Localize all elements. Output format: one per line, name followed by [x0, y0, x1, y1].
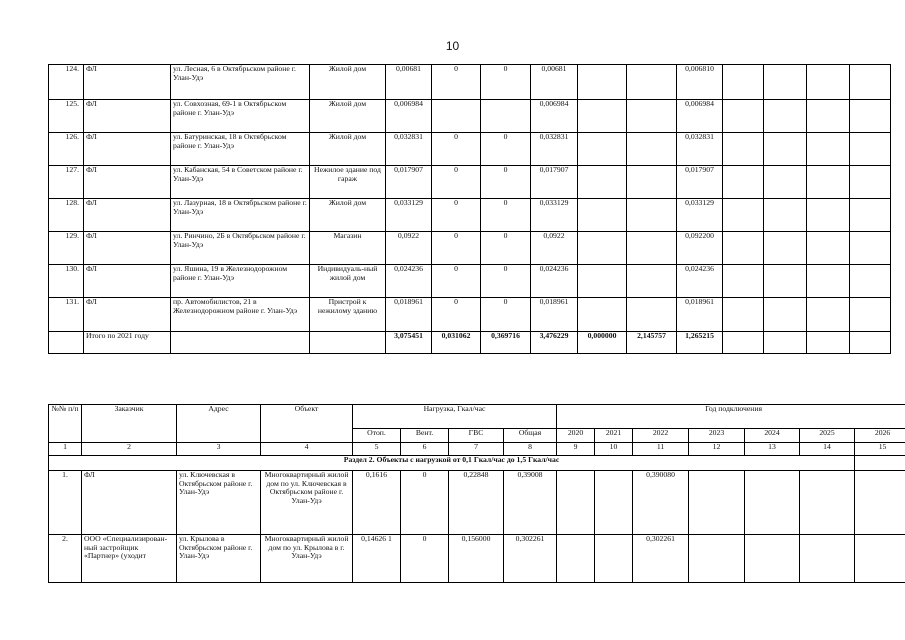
- row-number: 127.: [49, 166, 84, 199]
- total-load-cell: 0,302261: [504, 535, 557, 583]
- header-vent: Вент.: [401, 429, 449, 443]
- table-row: [49, 265, 891, 298]
- header-address: Адрес: [177, 405, 261, 443]
- header-no: №№ п/п: [49, 405, 82, 443]
- total-heating-load: 3,075451: [386, 332, 432, 354]
- col-number: 3: [177, 443, 261, 456]
- empty-cell: [310, 332, 386, 354]
- total-label: Итого по 2021 году: [84, 332, 171, 354]
- col-number: 5: [353, 443, 401, 456]
- year-2022-cell: 0,006984: [677, 100, 723, 133]
- empty-year-cell: [723, 332, 764, 354]
- heating-load-cell: 0,018961: [386, 298, 432, 332]
- total-load-cell: 0,033129: [531, 199, 578, 232]
- total-load-cell: 0,0922: [531, 232, 578, 265]
- total-load: 3,476229: [531, 332, 578, 354]
- ventilation-load-cell: 0: [401, 535, 449, 583]
- col-number: 6: [401, 443, 449, 456]
- row-number: 2.: [49, 535, 82, 583]
- empty-year-cell: [850, 133, 891, 166]
- address-cell: ул. Лесная, 6 в Октябрьском районе г. Улан-Удэ: [171, 65, 310, 100]
- empty-cell: [171, 332, 310, 354]
- empty-year-cell: [807, 100, 850, 133]
- hot-water-load-cell: 0: [481, 298, 531, 332]
- header-year-2023: 2023: [689, 429, 745, 443]
- year-2021-cell: [627, 199, 677, 232]
- empty-year-cell: [745, 471, 800, 535]
- col-number: 1: [49, 443, 82, 456]
- col-number: 10: [595, 443, 633, 456]
- header-year-2022: 2022: [633, 429, 689, 443]
- empty-year-cell: [850, 166, 891, 199]
- page-number: 10: [445, 39, 460, 53]
- empty-year-cell: [800, 471, 855, 535]
- empty-year-cell: [764, 166, 807, 199]
- heating-load-cell: 0,024236: [386, 265, 432, 298]
- year-2022-cell: 0,032831: [677, 133, 723, 166]
- empty-year-cell: [764, 65, 807, 100]
- col-number: 7: [449, 443, 504, 456]
- total-year-2022: 1,265215: [677, 332, 723, 354]
- customer-cell: ФЛ: [84, 232, 171, 265]
- empty-year-cell: [764, 232, 807, 265]
- total-hot-water-load: 0,369716: [481, 332, 531, 354]
- table-row: [49, 298, 891, 332]
- ventilation-load-cell: 0: [432, 133, 481, 166]
- address-cell: ул. Ключевская в Октябрьском районе г. Улан-Удэ: [177, 471, 261, 535]
- ventilation-load-cell: 0: [432, 65, 481, 100]
- customer-cell: ФЛ: [84, 166, 171, 199]
- customer-cell: ФЛ: [84, 199, 171, 232]
- empty-year-cell: [850, 265, 891, 298]
- empty-year-cell: [807, 65, 850, 100]
- col-number: 12: [689, 443, 745, 456]
- year-2021-cell: [627, 133, 677, 166]
- heating-load-cell: 0,0922: [386, 232, 432, 265]
- ventilation-load-cell: 0: [432, 298, 481, 332]
- object-cell: Пристрой к нежилому зданию: [310, 298, 386, 332]
- year-2020-cell: [557, 471, 595, 535]
- year-2020-cell: [578, 265, 627, 298]
- address-cell: пр. Автомобилистов, 21 в Железнодорожном районе г. Улан-Удэ: [171, 298, 310, 332]
- year-2022-cell: 0,092200: [677, 232, 723, 265]
- year-2020-cell: [578, 133, 627, 166]
- empty-year-cell: [723, 100, 764, 133]
- heating-load-cell: 0,00681: [386, 65, 432, 100]
- customer-cell: ФЛ: [84, 133, 171, 166]
- empty-year-cell: [807, 166, 850, 199]
- object-cell: Жилой дом: [310, 65, 386, 100]
- ventilation-load-cell: 0: [432, 166, 481, 199]
- customer-cell: ФЛ: [84, 265, 171, 298]
- empty-year-cell: [764, 100, 807, 133]
- header-total: Общая: [504, 429, 557, 443]
- object-cell: Индивидуаль-ный жилой дом: [310, 265, 386, 298]
- heating-load-cell: 0,032831: [386, 133, 432, 166]
- empty-year-cell: [807, 232, 850, 265]
- empty-year-cell: [855, 535, 905, 583]
- address-cell: ул. Кабанская, 54 в Советском районе г. Улан-Удэ: [171, 166, 310, 199]
- customer-cell: ФЛ: [84, 298, 171, 332]
- year-2021-cell: [595, 471, 633, 535]
- hot-water-load-cell: 0: [481, 232, 531, 265]
- year-2021-cell: [627, 232, 677, 265]
- address-cell: ул. Ринчино, 2Б в Октябрьском районе г. Улан-Удэ: [171, 232, 310, 265]
- empty-year-cell: [689, 471, 745, 535]
- row-number: 128.: [49, 199, 84, 232]
- year-2020-cell: [578, 65, 627, 100]
- empty-year-cell: [723, 133, 764, 166]
- year-2022-cell: 0,006810: [677, 65, 723, 100]
- ventilation-load-cell: 0: [432, 232, 481, 265]
- customer-cell: ФЛ: [82, 471, 177, 535]
- total-load-cell: 0,017907: [531, 166, 578, 199]
- total-ventilation-load: 0,031062: [432, 332, 481, 354]
- table-row: [49, 133, 891, 166]
- section-title: Раздел 2. Объекты с нагрузкой от 0,1 Гкал/час до 1,5 Гкал/час: [49, 456, 855, 471]
- year-2020-cell: [578, 100, 627, 133]
- col-number: 13: [745, 443, 800, 456]
- empty-year-cell: [745, 535, 800, 583]
- empty-year-cell: [723, 265, 764, 298]
- col-number: 11: [633, 443, 689, 456]
- year-2021-cell: [627, 265, 677, 298]
- empty-year-cell: [850, 332, 891, 354]
- hot-water-load-cell: 0: [481, 265, 531, 298]
- table-row: [49, 65, 891, 100]
- hot-water-load-cell: 0: [481, 65, 531, 100]
- empty-year-cell: [764, 298, 807, 332]
- hot-water-load-cell: [481, 100, 531, 133]
- total-load-cell: 0,00681: [531, 65, 578, 100]
- hot-water-load-cell: 0,156000: [449, 535, 504, 583]
- connections-table-continued: [48, 64, 891, 354]
- hot-water-load-cell: 0: [481, 133, 531, 166]
- ventilation-load-cell: 0: [432, 199, 481, 232]
- empty-year-cell: [807, 199, 850, 232]
- total-load-cell: 0,032831: [531, 133, 578, 166]
- empty-year-cell: [807, 298, 850, 332]
- total-year-2021: 2,145757: [627, 332, 677, 354]
- row-number: 130.: [49, 265, 84, 298]
- customer-cell: ФЛ: [84, 65, 171, 100]
- total-load-cell: 0,018961: [531, 298, 578, 332]
- col-number: 2: [82, 443, 177, 456]
- ventilation-load-cell: 0: [432, 265, 481, 298]
- address-cell: ул. Крылова в Октябрьском районе г. Улан-Удэ: [177, 535, 261, 583]
- object-cell: Жилой дом: [310, 133, 386, 166]
- row-number: 131.: [49, 298, 84, 332]
- header-year-2026: 2026: [855, 429, 905, 443]
- empty-year-cell: [723, 65, 764, 100]
- object-cell: Нежилое здание под гараж: [310, 166, 386, 199]
- header-year-2021: 2021: [595, 429, 633, 443]
- row-number: 126.: [49, 133, 84, 166]
- heating-load-cell: 0,006984: [386, 100, 432, 133]
- year-2022-cell: 0,018961: [677, 298, 723, 332]
- empty-year-cell: [850, 232, 891, 265]
- empty-year-cell: [723, 166, 764, 199]
- heating-load-cell: 0,1616: [353, 471, 401, 535]
- year-2020-cell: [557, 535, 595, 583]
- object-cell: Многоквартирный жилой дом по ул. Ключевская в Октябрьском районе г. Улан-Удэ: [261, 471, 353, 535]
- year-2022-cell: 0,302261: [633, 535, 689, 583]
- heating-load-cell: 0,033129: [386, 199, 432, 232]
- year-2021-cell: [627, 166, 677, 199]
- table-row: [49, 100, 891, 133]
- empty-year-cell: [689, 535, 745, 583]
- empty-year-cell: [850, 199, 891, 232]
- col-number: 14: [800, 443, 855, 456]
- empty-year-cell: [855, 471, 905, 535]
- address-cell: ул. Яшина, 19 в Железнодорожном районе г. Улан-Удэ: [171, 265, 310, 298]
- empty-year-cell: [807, 265, 850, 298]
- empty-year-cell: [764, 199, 807, 232]
- total-load-cell: 0,024236: [531, 265, 578, 298]
- address-cell: ул. Совхозная, 69-1 в Октябрьском районе г. Улан-Удэ: [171, 100, 310, 133]
- empty-year-cell: [764, 133, 807, 166]
- header-gvs: ГВС: [449, 429, 504, 443]
- hot-water-load-cell: 0: [481, 166, 531, 199]
- header-year-2024: 2024: [745, 429, 800, 443]
- section-title-row: [49, 456, 905, 471]
- year-2020-cell: [578, 166, 627, 199]
- col-number: 9: [557, 443, 595, 456]
- header-heat: Отоп.: [353, 429, 401, 443]
- address-cell: ул. Батуринская, 18 в Октябрьском районе г. Улан-Удэ: [171, 133, 310, 166]
- header-year: Год подключения: [557, 405, 905, 429]
- year-2021-cell: [595, 535, 633, 583]
- empty-year-cell: [723, 232, 764, 265]
- year-2022-cell: 0,390080: [633, 471, 689, 535]
- year-2022-cell: 0,033129: [677, 199, 723, 232]
- empty-year-cell: [850, 298, 891, 332]
- table-row: [49, 166, 891, 199]
- total-load-cell: 0,39008: [504, 471, 557, 535]
- row-number: 129.: [49, 232, 84, 265]
- empty-year-cell: [764, 265, 807, 298]
- year-2022-cell: 0,017907: [677, 166, 723, 199]
- year-2020-cell: [578, 199, 627, 232]
- table-header-row-1: [49, 405, 905, 429]
- customer-cell: ФЛ: [84, 100, 171, 133]
- empty-year-cell: [807, 332, 850, 354]
- heating-load-cell: 0,14626 1: [353, 535, 401, 583]
- heating-load-cell: 0,017907: [386, 166, 432, 199]
- table-row: [49, 471, 905, 535]
- table-row: [49, 199, 891, 232]
- year-2022-cell: 0,024236: [677, 265, 723, 298]
- table-row: [49, 232, 891, 265]
- address-cell: ул. Лазурная, 18 в Октябрьском районе г. Улан-Удэ: [171, 199, 310, 232]
- row-number: 125.: [49, 100, 84, 133]
- object-cell: Жилой дом: [310, 199, 386, 232]
- object-cell: Жилой дом: [310, 100, 386, 133]
- empty-year-cell: [807, 133, 850, 166]
- year-2021-cell: [627, 298, 677, 332]
- empty-year-cell: [723, 298, 764, 332]
- ventilation-load-cell: [432, 100, 481, 133]
- empty-year-cell: [800, 535, 855, 583]
- header-customer: Заказчик: [82, 405, 177, 443]
- column-numbers-row: [49, 443, 905, 456]
- empty-year-cell: [764, 332, 807, 354]
- total-row: [49, 332, 891, 354]
- col-number: 15: [855, 443, 905, 456]
- header-load: Нагрузка, Гкал/час: [353, 405, 557, 429]
- empty-year-cell: [723, 199, 764, 232]
- year-2020-cell: [578, 232, 627, 265]
- total-load-cell: 0,006984: [531, 100, 578, 133]
- hot-water-load-cell: 0,22848: [449, 471, 504, 535]
- hot-water-load-cell: 0: [481, 199, 531, 232]
- header-year-2020: 2020: [557, 429, 595, 443]
- empty-cell: [49, 332, 84, 354]
- year-2021-cell: [627, 65, 677, 100]
- row-number: 1.: [49, 471, 82, 535]
- col-number: 8: [504, 443, 557, 456]
- object-cell: Многоквартирный жилой дом по ул. Крылова в г. Улан-Удэ: [261, 535, 353, 583]
- col-number: 4: [261, 443, 353, 456]
- header-year-2025: 2025: [800, 429, 855, 443]
- customer-cell: ООО «Специализирован-ный застройщик «Партнер» (уходит: [82, 535, 177, 583]
- year-2020-cell: [578, 298, 627, 332]
- header-object: Объект: [261, 405, 353, 443]
- ventilation-load-cell: 0: [401, 471, 449, 535]
- row-number: 124.: [49, 65, 84, 100]
- empty-year-cell: [850, 100, 891, 133]
- empty-year-cell: [850, 65, 891, 100]
- connections-table-section-2: [48, 404, 905, 583]
- object-cell: Магазин: [310, 232, 386, 265]
- total-year-2020: 0,000000: [578, 332, 627, 354]
- year-2021-cell: [627, 100, 677, 133]
- table-row: [49, 535, 905, 583]
